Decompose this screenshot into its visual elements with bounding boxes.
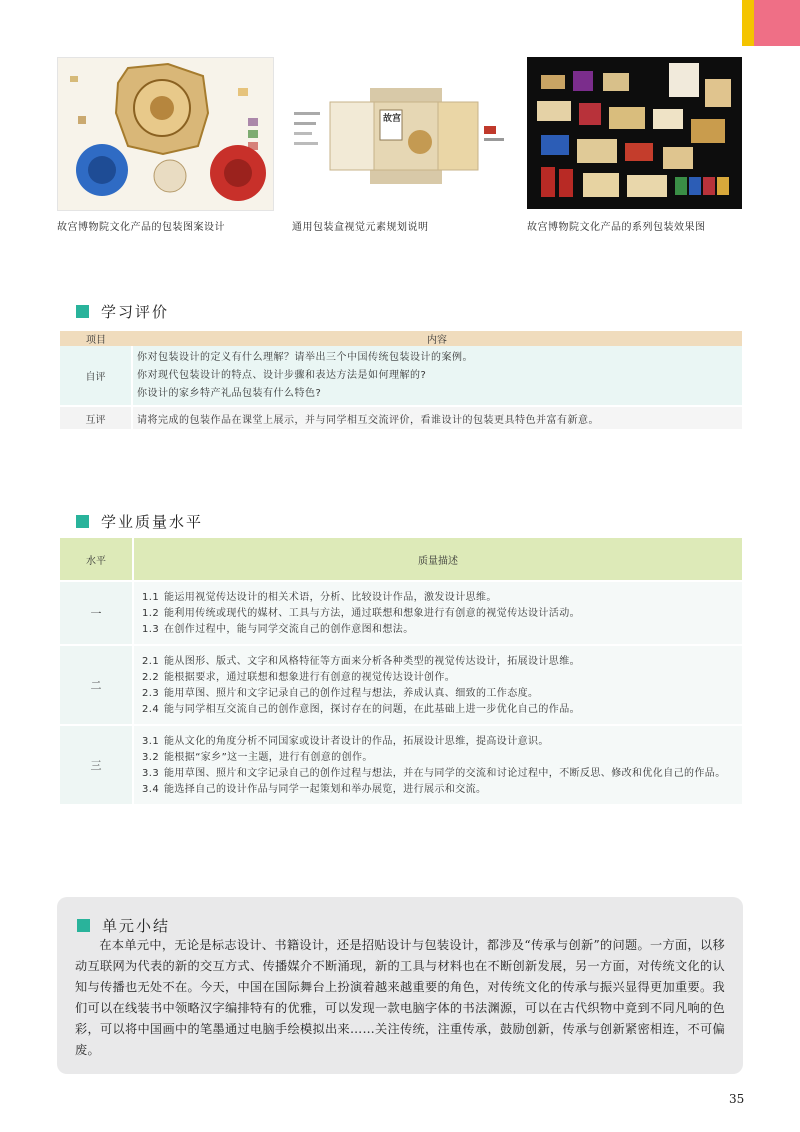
self-eval-line: 你对现代包装设计的特点、设计步骤和表达方法是如何理解的? bbox=[137, 370, 427, 381]
list-item: 2.4 能与同学相互交流自己的创作意图，探讨存在的问题，在此基础上进一步优化自己的作品。 bbox=[142, 704, 580, 715]
corner-pink-tab bbox=[754, 0, 800, 46]
image-pattern-design bbox=[57, 57, 274, 211]
level-items bbox=[134, 582, 742, 644]
table-row bbox=[60, 645, 742, 725]
evaluation-table-header bbox=[60, 331, 742, 346]
image-packaging-series bbox=[527, 57, 742, 209]
list-item: 1.2 能利用传统或现代的媒材、工具与方法，通过联想和想象进行有创意的视觉传达设计活动。 bbox=[142, 608, 580, 619]
list-item: 2.2 能根据要求，通过联想和想象进行有创意的视觉传达设计创作。 bbox=[142, 672, 456, 683]
level-label: 三 bbox=[60, 725, 133, 804]
evaluation-table bbox=[60, 331, 742, 429]
list-item: 1.1 能运用视觉传达设计的相关术语，分析、比较设计作品，激发设计思维。 bbox=[142, 592, 497, 603]
summary-title: 单元小结 bbox=[102, 917, 171, 935]
image-pattern-design-caption: 故宫博物院文化产品的包装图案设计 bbox=[57, 222, 225, 233]
self-eval-line: 你对包装设计的定义有什么理解？请举出三个中国传统包装设计的案例。 bbox=[137, 352, 473, 363]
green-square-icon bbox=[77, 919, 90, 932]
list-item: 2.3 能用草图、照片和文字记录自己的创作过程与想法，养成认真、细致的工作态度。 bbox=[142, 688, 539, 699]
table-row bbox=[60, 725, 742, 804]
evaluation-title: 学习评价 bbox=[101, 303, 170, 321]
list-item: 3.4 能选择自己的设计作品与同学一起策划和举办展览，进行展示和交流。 bbox=[142, 784, 487, 795]
unit-summary-box bbox=[57, 897, 743, 1074]
level-label: 二 bbox=[60, 645, 133, 725]
row-label-peer: 互评 bbox=[60, 406, 132, 429]
header-item: 项目 bbox=[60, 331, 132, 346]
self-eval-line: 你设计的家乡特产礼品包装有什么特色? bbox=[137, 388, 322, 399]
list-item: 3.2 能根据“家乡”这一主题，进行有创意的创作。 bbox=[142, 752, 373, 763]
summary-section-title bbox=[77, 915, 170, 936]
table-row bbox=[60, 581, 742, 645]
image-box-layout bbox=[290, 82, 512, 192]
header-content: 内容 bbox=[132, 331, 742, 346]
peer-eval-content: 请将完成的包装作品在课堂上展示，并与同学相互交流评价，看谁设计的包装更具特色并富有新意。 bbox=[132, 406, 742, 429]
level-label: 一 bbox=[60, 581, 133, 645]
list-item: 3.1 能从文化的角度分析不同国家或设计者设计的作品，拓展设计思维，提高设计意识。 bbox=[142, 736, 549, 747]
green-square-icon bbox=[76, 305, 89, 318]
evaluation-section-title bbox=[76, 301, 169, 322]
header-description: 质量描述 bbox=[133, 538, 742, 581]
summary-text: 在本单元中，无论是标志设计、书籍设计，还是招贴设计与包装设计，都涉及“传承与创新”的问题。一方面，以移动互联网为代表的新的交互方式、传播媒介不断涌现，新的工具与材料也在不断创新发展，另一方面，对传统文化的认知与传播也无处不在。今天，中国在国际舞台上扮演着越来越重要的角色，对传统文化的传承与振兴显得更加重要。我们可以在线装书中领略汉字编排特有的优雅，可以发现一款电脑字体的书法渊源，可以在古代织物中竟到不同凡响的色彩，可以将中国画中的笔墨通过电脑手绘模拟出来……关注传统，注重传承，鼓励创新，传承与创新紧密相连，不可偏废。 bbox=[75, 938, 725, 1057]
list-item: 3.3 能用草图、照片和文字记录自己的创作过程与想法，并在与同学的交流和讨论过程中，不断反思、修改和优化自己的作品。 bbox=[142, 768, 726, 779]
quality-table-header bbox=[60, 538, 742, 581]
image-box-layout-caption: 通用包装盒视觉元素规划说明 bbox=[292, 222, 429, 233]
level-items bbox=[134, 726, 742, 804]
header-level: 水平 bbox=[60, 538, 133, 581]
self-eval-content bbox=[132, 346, 742, 406]
quality-table bbox=[60, 538, 742, 804]
green-square-icon bbox=[76, 515, 89, 528]
table-row bbox=[60, 406, 742, 429]
quality-title: 学业质量水平 bbox=[101, 513, 204, 531]
corner-yellow-tab bbox=[742, 0, 754, 46]
image-packaging-series-caption: 故宫博物院文化产品的系列包装效果图 bbox=[527, 222, 706, 233]
table-row bbox=[60, 346, 742, 406]
box-logo-text: 故宫 bbox=[382, 114, 401, 124]
list-item: 2.1 能从图形、版式、文字和风格特征等方面来分析各种类型的视觉传达设计，拓展设计思维。 bbox=[142, 656, 580, 667]
page-number: 35 bbox=[729, 1092, 745, 1106]
level-items bbox=[134, 646, 742, 724]
row-label-self: 自评 bbox=[60, 346, 132, 406]
list-item: 1.3 在创作过程中，能与同学交流自己的创作意图和想法。 bbox=[142, 624, 414, 635]
quality-section-title bbox=[76, 511, 203, 532]
